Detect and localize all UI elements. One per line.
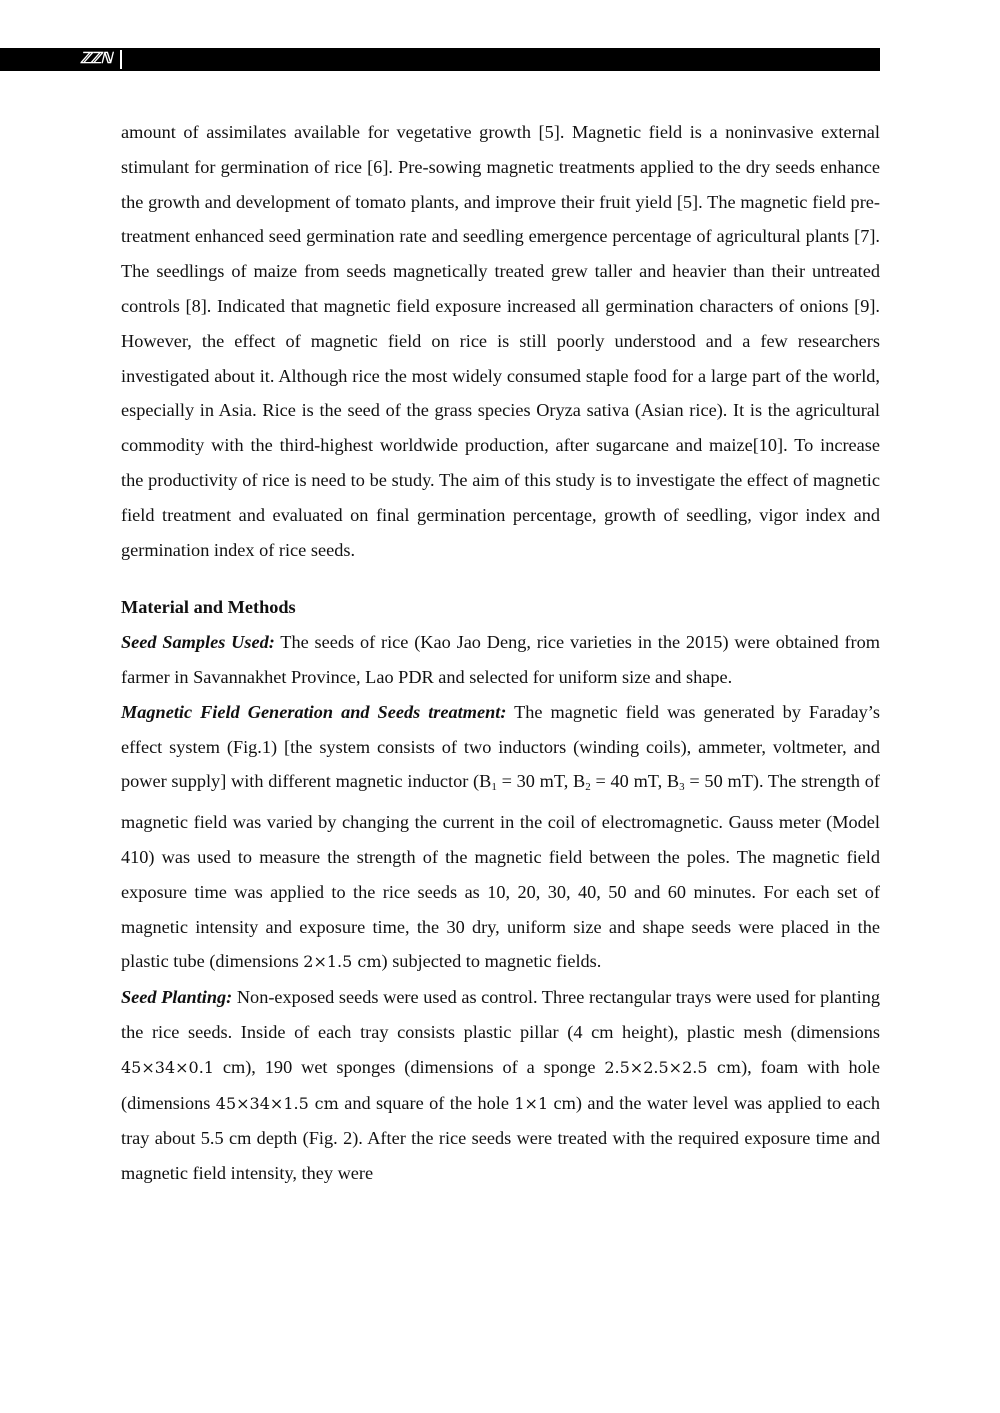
intro-paragraph: amount of assimilates available for vegetative growth [5]. Magnetic field is a noninvasive external stimulant for germination of rice [6]. Pre-sowing magnetic treatments applied to the dry seeds enhance the growth and development of tomato plants, and improve their fruit yield [5]. The magnetic field pre-treatment enhanced seed germination rate and seedling emergence percentage of agricultural plants [7]. The seedlings of maize from seeds magnetically treated grew taller and heavier than their untreated controls [8]. Indicated that magnetic field exposure increased all germination characters of onions [9]. However, the effect of magnetic field on rice is still poorly understood and a few researchers investigated about it. Although rice the most widely consumed staple food for a large part of the world, especially in Asia. Rice is the seed of the grass species Oryza sativa (Asian rice). It is the agricultural commodity with the third-highest worldwide production, after sugarcane and maize[10]. To increase the productivity of rice is need to be study. The aim of this study is to investigate the effect of magnetic field treatment and evaluated on final germination percentage, growth of seedling, vigor index and germination index of rice seeds. bbox=[121, 122, 880, 560]
seed-samples-text: The seeds of rice (Kao Jao Deng, rice varieties in the 2015) were obtained from farmer in Savannakhet Province, Lao PDR and selected for uniform size and shape. bbox=[121, 632, 880, 687]
page-content bbox=[121, 115, 880, 1191]
magnetic-field-text-3: = 40 mT, B bbox=[590, 771, 680, 792]
seed-planting-text-2: cm), 190 wet sponges (dimensions of a sponge bbox=[213, 1056, 605, 1077]
subscript-b2: 2 bbox=[585, 781, 591, 794]
seed-samples-paragraph bbox=[121, 625, 880, 695]
magnetic-field-paragraph bbox=[121, 695, 880, 980]
seed-planting-paragraph bbox=[121, 980, 880, 1191]
subscript-b1: 1 bbox=[491, 781, 497, 794]
magnetic-field-text-5: ) subjected to magnetic fields. bbox=[381, 951, 602, 972]
journal-logo: ℤℤℕ bbox=[80, 51, 112, 67]
header-divider bbox=[120, 50, 122, 69]
subscript-b3: 3 bbox=[679, 781, 685, 794]
subsection-title-seed-planting: Seed Planting: bbox=[121, 987, 233, 1008]
header-bar bbox=[0, 48, 880, 71]
magnetic-field-text-4: = 50 mT). The strength of magnetic field was varied by changing the current in the coil of electromagnetic. Gauss meter (Model 410) was used to measure the strength of the magnetic field between the poles. The magnetic field exposure time was applied to the rice seeds as 10, 20, 30, 40, 50 and 60 minutes. For each set of magnetic intensity and exposure time, the 30 dry, uniform size and shape seeds were placed in the plastic tube (dimensions bbox=[121, 771, 880, 972]
magnetic-field-text-2: = 30 mT, B bbox=[496, 771, 586, 792]
subsection-title-magnetic-field: Magnetic Field Generation and Seeds treatment: bbox=[121, 701, 507, 722]
seed-planting-text-1: Non-exposed seeds were used as control. Three rectangular trays were used for planting the rice seeds. Inside of each tray consists plastic pillar (4 cm height), plastic mesh (dimensions bbox=[121, 987, 880, 1042]
dimension-tube: 2×1.5 cm bbox=[303, 952, 382, 972]
dimension-hole: 1×1 bbox=[514, 1093, 549, 1113]
section-heading-methods: Material and Methods bbox=[121, 597, 296, 618]
seed-planting-text-3: ), foam with hole (dimensions bbox=[121, 1056, 880, 1113]
seed-planting-text-4: and square of the hole bbox=[338, 1092, 515, 1113]
dimension-mesh: 45×34×0.1 bbox=[121, 1057, 214, 1077]
dimension-foam: 45×34×1.5 cm bbox=[215, 1093, 339, 1113]
subsection-title-seed-samples: Seed Samples Used: bbox=[121, 632, 275, 653]
seed-planting-text-5: cm) and the water level was applied to each tray about 5.5 cm depth (Fig. 2). After the rice seeds were treated with the required exposure time and magnetic field intensity, they were bbox=[121, 1092, 880, 1184]
dimension-sponge: 2.5×2.5×2.5 cm bbox=[604, 1057, 742, 1077]
magnetic-field-text-1: The magnetic field was generated by Faraday’s effect system (Fig.1) [the system consists of two inductors (winding coils), ammeter, voltmeter, and power supply] with different magnetic inductor (B bbox=[121, 701, 880, 792]
